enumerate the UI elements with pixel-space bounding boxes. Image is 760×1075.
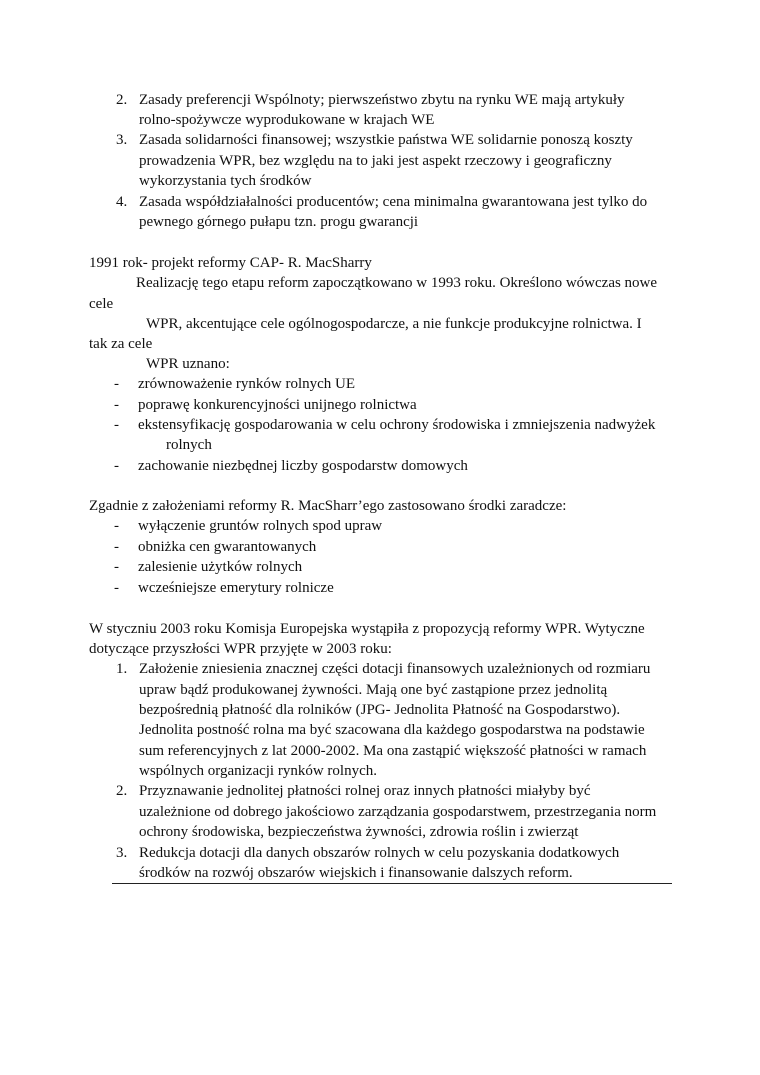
paragraph-line: Realizację tego etapu reform zapoczątkowano w 1993 roku. Określono wówczas nowe bbox=[136, 275, 658, 291]
list-number: 2. bbox=[116, 92, 128, 108]
list-item-line: bezpośrednią płatność dla rolników (JPG- Jednolita Płatność na Gospodarstwo). bbox=[139, 702, 621, 718]
bullet-text: zrównoważenie rynków rolnych UE bbox=[138, 376, 356, 392]
bullet-text: zachowanie niezbędnej liczby gospodarstw domowych bbox=[138, 458, 468, 474]
paragraph-line: cele bbox=[89, 296, 114, 312]
list-item-line: wspólnych organizacji rynków rolnych. bbox=[139, 763, 378, 779]
bullet-text: rolnych bbox=[166, 437, 212, 453]
bullet-text: zalesienie użytków rolnych bbox=[138, 559, 303, 575]
list-item-line: prowadzenia WPR, bez względu na to jaki jest aspekt rzeczowy i geograficzny bbox=[139, 153, 612, 169]
list-item-line: Zasady preferencji Wspólnoty; pierwszeństwo zbytu na rynku WE mają artykuły bbox=[139, 92, 625, 108]
list-number: 3. bbox=[116, 845, 128, 861]
bullet-text: poprawę konkurencyjności unijnego rolnictwa bbox=[138, 397, 417, 413]
bullet-text: ekstensyfikację gospodarowania w celu ochrony środowiska i zmniejszenia nadwyżek bbox=[138, 417, 656, 433]
bullet-dash: - bbox=[114, 458, 119, 474]
horizontal-rule bbox=[112, 883, 672, 884]
list-number: 1. bbox=[116, 661, 128, 677]
bullet-dash: - bbox=[114, 518, 119, 534]
list-item-line: sum referencyjnych z lat 2000-2002. Ma ona zastąpić większość płatności w ramach bbox=[139, 743, 647, 759]
bullet-text: obniżka cen gwarantowanych bbox=[138, 539, 317, 555]
list-item-line: Założenie zniesienia znacznej części dotacji finansowych uzależnionych od rozmiaru bbox=[139, 661, 651, 677]
bullet-dash: - bbox=[114, 397, 119, 413]
list-item-line: Zasada solidarności finansowej; wszystkie państwa WE solidarnie ponoszą koszty bbox=[139, 132, 633, 148]
list-item-line: Przyznawanie jednolitej płatności rolnej oraz innych płatności miałyby być bbox=[139, 783, 591, 799]
list-item-line: rolno-spożywcze wyprodukowane w krajach WE bbox=[139, 112, 435, 128]
list-item-line: Redukcja dotacji dla danych obszarów rolnych w celu pozyskania dodatkowych bbox=[139, 845, 620, 861]
paragraph-line: W styczniu 2003 roku Komisja Europejska wystąpiła z propozycją reformy WPR. Wytyczne bbox=[89, 621, 645, 637]
bullet-dash: - bbox=[114, 539, 119, 555]
list-item-line: Jednolita postność rolna ma być szacowana dla każdego gospodarstwa na podstawie bbox=[139, 722, 645, 738]
list-number: 4. bbox=[116, 194, 128, 210]
paragraph-line: WPR, akcentujące cele ogólnogospodarcze, a nie funkcje produkcyjne rolnictwa. I bbox=[146, 316, 642, 332]
paragraph-line: WPR uznano: bbox=[146, 356, 230, 372]
bullet-text: wyłączenie gruntów rolnych spod upraw bbox=[138, 518, 383, 534]
paragraph-line: Zgadnie z założeniami reformy R. MacSharr’ego zastosowano środki zaradcze: bbox=[89, 498, 567, 514]
list-item-line: środków na rozwój obszarów wiejskich i finansowanie dalszych reform. bbox=[139, 865, 573, 881]
list-item-line: ochrony środowiska, bezpieczeństwa żywności, zdrowia roślin i zwierząt bbox=[139, 824, 579, 840]
list-item-line: uzależnione od dobrego jakościowo zarządzania gospodarstwem, przestrzegania norm bbox=[139, 804, 657, 820]
paragraph-line: tak za cele bbox=[89, 336, 153, 352]
section-heading: 1991 rok- projekt reformy CAP- R. MacSharry bbox=[89, 255, 372, 271]
paragraph-line: dotyczące przyszłości WPR przyjęte w 2003 roku: bbox=[89, 641, 392, 657]
bullet-dash: - bbox=[114, 580, 119, 596]
list-item-line: Zasada współdziałalności producentów; cena minimalna gwarantowana jest tylko do bbox=[139, 194, 648, 210]
list-number: 3. bbox=[116, 132, 128, 148]
list-number: 2. bbox=[116, 783, 128, 799]
bullet-dash: - bbox=[114, 376, 119, 392]
list-item-line: wykorzystania tych środków bbox=[139, 173, 312, 189]
bullet-text: wcześniejsze emerytury rolnicze bbox=[138, 580, 334, 596]
list-item-line: pewnego górnego pułapu tzn. progu gwarancji bbox=[139, 214, 419, 230]
bullet-dash: - bbox=[114, 559, 119, 575]
bullet-dash: - bbox=[114, 417, 119, 433]
list-item-line: upraw bądź produkowanej żywności. Mają one być zastąpione przez jednolitą bbox=[139, 682, 608, 698]
